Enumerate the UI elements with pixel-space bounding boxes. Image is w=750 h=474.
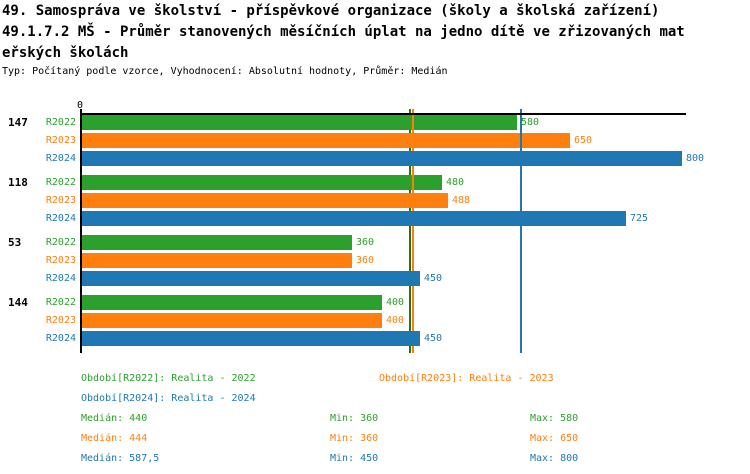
legend-r2022: Období[R2022]: Realita - 2022	[81, 373, 256, 384]
stat-max-r2022: Max: 580	[530, 413, 579, 424]
bar-value-label: 650	[574, 135, 593, 146]
bar	[82, 331, 420, 346]
bar-value-label: 360	[356, 255, 375, 266]
bar	[82, 151, 682, 166]
page-title-line1: 49. Samospráva ve školství - příspěvkové organizace (školy a školská zařízení)	[2, 3, 660, 19]
stat-median-r2023: Medián: 444	[81, 433, 148, 444]
chart-meta-info: Typ: Počítaný podle vzorce, Vyhodnocení: Absolutní hodnoty, Průměr: Medián	[2, 66, 448, 77]
bar-row-label: R2024	[45, 273, 76, 284]
bar-value-label: 725	[630, 213, 649, 224]
bar-row-label: R2022	[45, 177, 76, 188]
bar-value-label: 450	[424, 273, 443, 284]
bar	[82, 295, 382, 310]
bar-row-label: R2024	[45, 213, 76, 224]
x-axis-line	[80, 113, 686, 115]
stat-max-r2024: Max: 800	[530, 453, 579, 464]
bar-row-label: R2022	[45, 117, 76, 128]
stat-min-r2024: Min: 450	[330, 453, 379, 464]
median-line-r2024	[520, 109, 522, 353]
page-title-line3: eřských školách	[2, 45, 129, 61]
group-label: 144	[8, 296, 28, 309]
bar-row-label: R2023	[45, 135, 76, 146]
bar	[82, 235, 352, 250]
bar-row-label: R2024	[45, 153, 76, 164]
bar-value-label: 480	[446, 177, 465, 188]
bar-value-label: 360	[356, 237, 375, 248]
bar-row-label: R2022	[45, 237, 76, 248]
group-label: 147	[8, 116, 28, 129]
stat-median-r2022: Medián: 440	[81, 413, 148, 424]
bar-value-label: 400	[386, 315, 405, 326]
group-label: 118	[8, 176, 28, 189]
bar-row-label: R2022	[45, 297, 76, 308]
legend-r2024: Období[R2024]: Realita - 2024	[81, 393, 256, 404]
bar	[82, 175, 442, 190]
bar	[82, 133, 570, 148]
bar-row-label: R2023	[45, 255, 76, 266]
bar	[82, 193, 448, 208]
bar	[82, 115, 517, 130]
bar	[82, 211, 626, 226]
x-axis-tick-zero: 0	[76, 100, 84, 111]
bar-value-label: 800	[686, 153, 705, 164]
group-label: 53	[8, 236, 22, 249]
bar-row-label: R2024	[45, 333, 76, 344]
bar	[82, 253, 352, 268]
y-axis-line	[80, 109, 82, 353]
legend-r2023: Období[R2023]: Realita - 2023	[379, 373, 554, 384]
bar-row-label: R2023	[45, 195, 76, 206]
bar-value-label: 400	[386, 297, 405, 308]
bar	[82, 271, 420, 286]
bar	[82, 313, 382, 328]
bar-row-label: R2023	[45, 315, 76, 326]
stat-min-r2023: Min: 360	[330, 433, 379, 444]
stat-median-r2024: Medián: 587,5	[81, 453, 160, 464]
bar-value-label: 580	[521, 117, 540, 128]
bar-value-label: 450	[424, 333, 443, 344]
stat-max-r2023: Max: 650	[530, 433, 579, 444]
bar-value-label: 488	[452, 195, 471, 206]
stat-min-r2022: Min: 360	[330, 413, 379, 424]
page-title-line2: 49.1.7.2 MŠ - Průměr stanovených měsíčních úplat na jedno dítě ve zřizovaných mat	[2, 24, 685, 40]
